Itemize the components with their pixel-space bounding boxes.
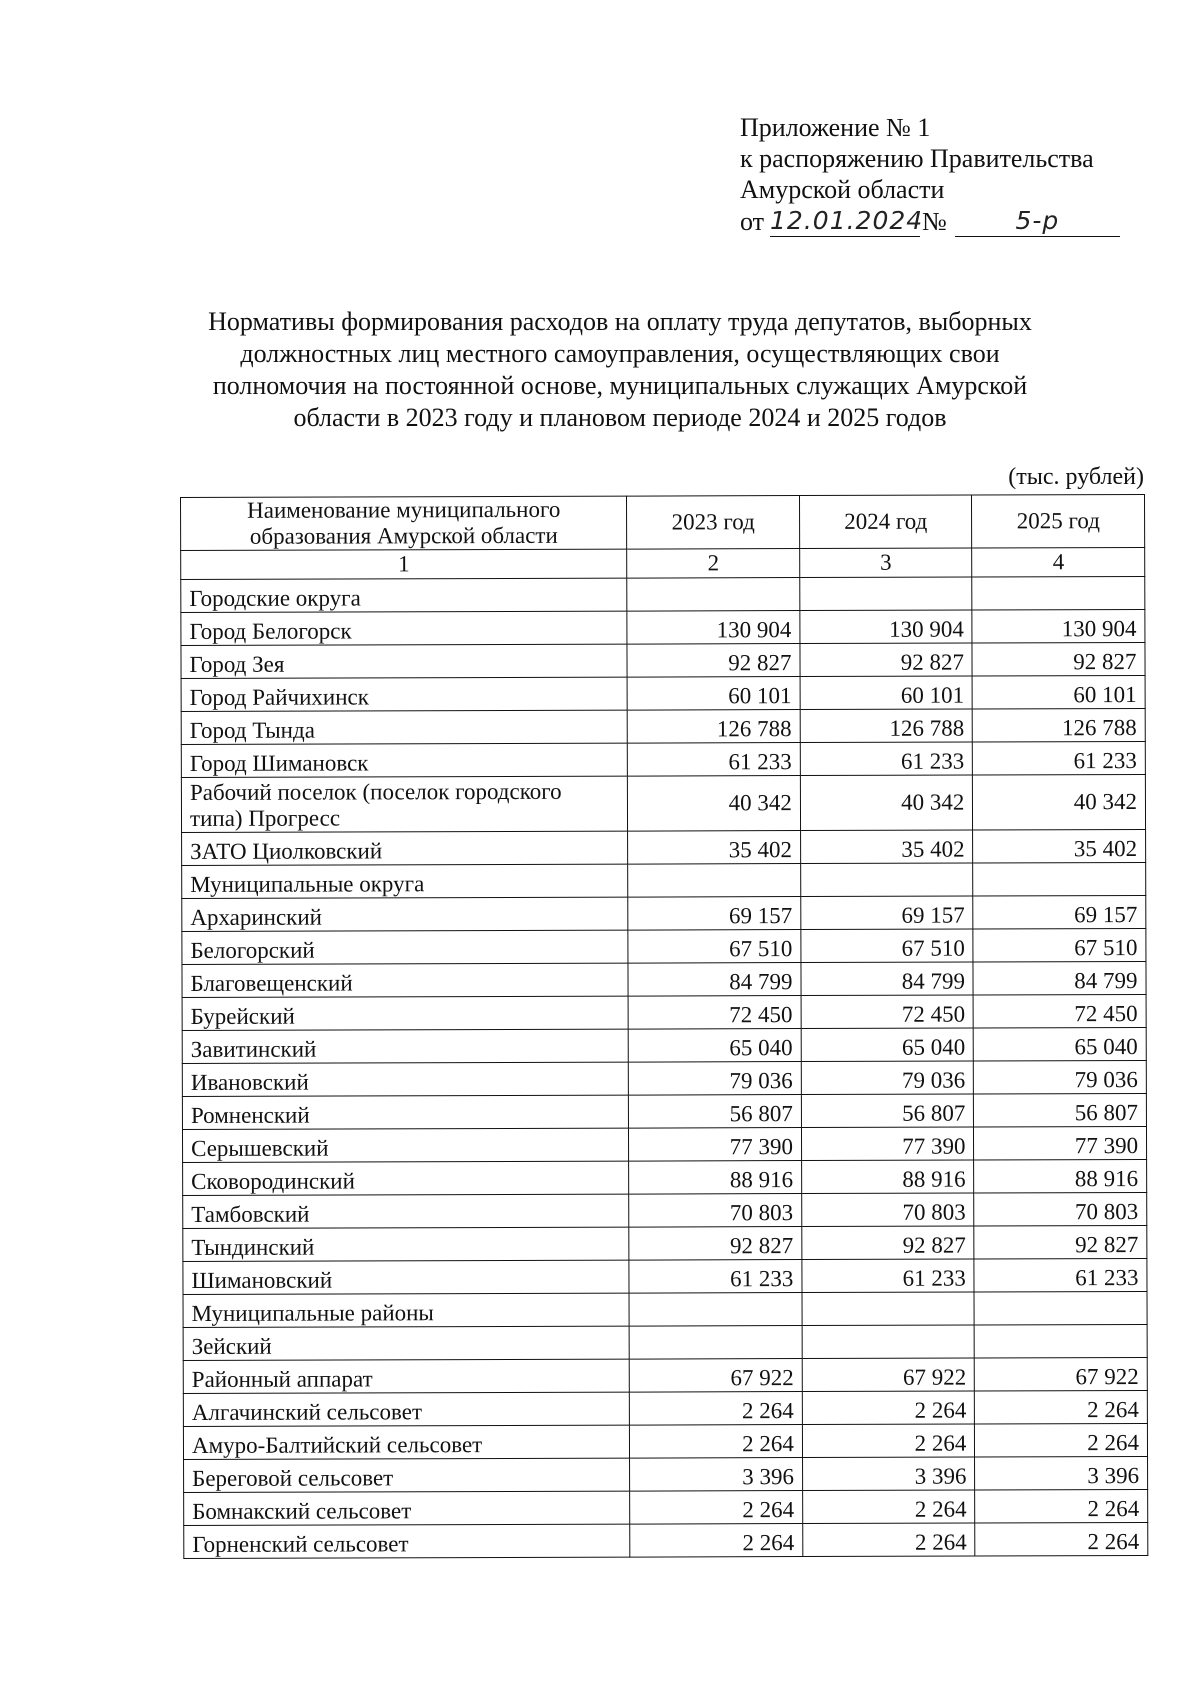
row-name-cell: Шимановский [183,1260,629,1294]
value-2025-cell: 61 233 [974,1258,1147,1292]
table-body [181,576,1148,1558]
value-2024-cell: 3 396 [802,1457,975,1491]
table-row [184,1489,1148,1525]
value-2024-cell: 2 264 [803,1490,976,1524]
header-2025: 2025 год [972,494,1145,548]
row-name-cell: Муниципальные районы [183,1293,629,1327]
table-row [183,1423,1147,1459]
row-name-cell: Ромненский [182,1095,628,1129]
value-2023-cell: 84 799 [628,963,801,997]
value-2023-cell: 60 101 [627,677,800,711]
title-line-1: Нормативы формирования расходов на оплату труда депутатов, выборных [208,307,1032,336]
appendix-block [740,112,1120,237]
value-2025-cell: 70 803 [974,1192,1147,1226]
value-2023-cell: 2 264 [630,1491,803,1525]
value-2025-cell [972,576,1145,610]
value-2025-cell: 2 264 [975,1522,1148,1556]
value-2023-cell: 61 233 [628,743,801,777]
table-row [182,895,1146,931]
value-2024-cell: 67 922 [802,1358,975,1392]
value-2023-cell: 92 827 [627,644,800,678]
value-2025-cell: 130 904 [972,609,1145,643]
value-2024-cell: 126 788 [800,709,973,743]
value-2025-cell: 92 827 [972,642,1145,676]
value-2025-cell [975,1324,1148,1358]
row-name-cell: Город Тында [181,710,627,744]
value-2024-cell: 70 803 [802,1193,975,1227]
value-2023-cell: 72 450 [628,996,801,1030]
value-2023-cell: 69 157 [628,897,801,931]
date-prefix: от [740,207,765,236]
value-2025-cell [973,862,1146,896]
table-row [182,1027,1146,1063]
value-2024-cell: 84 799 [801,962,974,996]
table-row [181,642,1145,678]
value-2023-cell [629,1326,802,1360]
table-header-row [181,494,1145,550]
row-name-cell: Береговой сельсовет [184,1458,630,1492]
table-row [183,1258,1147,1294]
header-2023: 2023 год [627,496,800,550]
appendix-line-3: Амурской области [740,175,945,204]
table-row [181,576,1145,612]
value-2024-cell: 79 036 [801,1061,974,1095]
units-label: (тыс. рублей) [1008,464,1144,490]
row-name-cell: Город Райчихинск [181,677,627,711]
value-2025-cell: 35 402 [973,829,1146,863]
value-2024-cell: 65 040 [801,1028,974,1062]
document-title [180,306,1060,434]
value-2024-cell: 61 233 [800,742,973,776]
value-2025-cell: 56 807 [974,1093,1147,1127]
value-2023-cell: 61 233 [629,1260,802,1294]
value-2025-cell: 84 799 [973,961,1146,995]
value-2024-cell: 77 390 [801,1127,974,1161]
appendix-line-1: Приложение № 1 [740,113,931,142]
value-2025-cell: 60 101 [973,675,1146,709]
value-2025-cell: 77 390 [974,1126,1147,1160]
value-2025-cell: 2 264 [975,1489,1148,1523]
row-name-cell: Благовещенский [182,963,628,997]
value-2024-cell [802,1325,975,1359]
value-2025-cell: 40 342 [973,774,1146,830]
table-row [183,1357,1147,1393]
value-2024-cell: 92 827 [802,1226,975,1260]
table-row [183,1225,1147,1261]
value-2023-cell: 2 264 [630,1392,803,1426]
table-row [183,1192,1147,1228]
table-row [183,1291,1147,1327]
value-2025-cell: 2 264 [975,1390,1148,1424]
table-row [182,1126,1146,1162]
value-2024-cell: 35 402 [800,830,973,864]
value-2024-cell: 60 101 [800,676,973,710]
column-number: 4 [972,547,1145,577]
value-2025-cell: 67 510 [973,928,1146,962]
value-2025-cell: 65 040 [974,1027,1147,1061]
value-2024-cell: 56 807 [801,1094,974,1128]
row-name-cell: Районный аппарат [183,1359,629,1393]
row-name-cell: Город Шимановск [181,743,627,777]
table-row [183,1390,1147,1426]
appendix-date-number-line [740,205,1120,237]
value-2024-cell: 69 157 [801,896,974,930]
value-2025-cell: 61 233 [973,741,1146,775]
value-2023-cell: 67 922 [630,1359,803,1393]
value-2024-cell: 2 264 [803,1523,976,1557]
header-name [181,496,628,550]
value-2023-cell: 35 402 [628,831,801,865]
value-2025-cell: 72 450 [974,994,1147,1028]
value-2024-cell: 40 342 [800,775,973,831]
value-2025-cell: 2 264 [975,1423,1148,1457]
value-2024-cell: 61 233 [802,1259,975,1293]
header-name-line-1: Наименование муниципального [247,496,561,523]
value-2023-cell: 56 807 [629,1095,802,1129]
row-name-cell: Городские округа [181,578,627,612]
value-2024-cell [801,863,974,897]
table-row [182,862,1146,898]
value-2024-cell [802,1292,975,1326]
value-2023-cell: 79 036 [629,1062,802,1096]
table-row [181,708,1145,744]
row-name-cell: Тындинский [183,1227,629,1261]
column-number: 1 [181,549,627,579]
table-row [181,774,1145,832]
table-row [182,829,1146,865]
value-2024-cell: 130 904 [800,610,973,644]
row-name-cell: Рабочий поселок (поселок городского типа) Прогресс [181,776,628,832]
value-2024-cell: 2 264 [802,1424,975,1458]
value-2023-cell: 2 264 [630,1425,803,1459]
title-line-3: полномочия на постоянной основе, муниципальных служащих Амурской [212,371,1028,400]
title-line-4: области в 2023 году и плановом периоде 2024 и 2025 годов [293,403,947,432]
table-row [182,994,1146,1030]
row-name-cell: Тамбовский [183,1194,629,1228]
value-2025-cell: 3 396 [975,1456,1148,1490]
value-2025-cell: 79 036 [974,1060,1147,1094]
table-row [181,741,1145,777]
value-2023-cell: 67 510 [628,930,801,964]
table-row [182,1060,1146,1096]
value-2025-cell: 126 788 [973,708,1146,742]
handwritten-date: 12.01.2024 [770,206,924,235]
row-name-cell: Город Белогорск [181,611,627,645]
row-name-cell: Бомнакский сельсовет [184,1491,630,1525]
table-row [181,609,1145,645]
value-2023-cell [627,578,800,612]
row-name-cell: Белогорский [182,930,628,964]
row-name-cell: Бурейский [182,996,628,1030]
row-name-cell: Зейский [183,1326,629,1360]
row-name-cell: Амуро-Балтийский сельсовет [183,1425,629,1459]
appendix-line-2: к распоряжению Правительства [740,144,1094,173]
value-2024-cell: 2 264 [802,1391,975,1425]
row-name-cell: Город Зея [181,644,627,678]
value-2023-cell [628,864,801,898]
title-line-2: должностных лиц местного самоуправления, осуществляющих свои [240,339,1000,368]
table-row [184,1456,1148,1492]
table-row [182,928,1146,964]
value-2023-cell: 77 390 [629,1128,802,1162]
table-row [183,1159,1147,1195]
value-2023-cell: 2 264 [630,1524,803,1558]
value-2024-cell: 67 510 [801,929,974,963]
value-2025-cell: 67 922 [975,1357,1148,1391]
column-number-row [181,547,1145,579]
table-row [181,675,1145,711]
header-name-line-2: образования Амурской области [249,522,558,549]
value-2024-cell: 88 916 [801,1160,974,1194]
table-row [182,1093,1146,1129]
header-2024: 2024 год [799,495,972,549]
value-2023-cell: 70 803 [629,1194,802,1228]
row-name-cell: Муниципальные округа [182,864,628,898]
value-2023-cell: 3 396 [630,1458,803,1492]
row-name-cell: Ивановский [182,1062,628,1096]
value-2024-cell: 72 450 [801,995,974,1029]
value-2023-cell: 92 827 [629,1227,802,1261]
row-name-cell: Алгачинский сельсовет [183,1392,629,1426]
table-row [184,1522,1148,1558]
value-2023-cell: 40 342 [628,776,801,832]
value-2023-cell: 88 916 [629,1161,802,1195]
column-number: 3 [800,548,973,578]
value-2024-cell: 92 827 [800,643,973,677]
handwritten-number: 5-р [955,205,1120,237]
table-row [182,961,1146,997]
table-row [183,1324,1147,1360]
row-name-cell: ЗАТО Циолковский [182,831,628,865]
value-2025-cell [974,1291,1147,1325]
norms-table [180,494,1148,1559]
value-2023-cell: 130 904 [627,611,800,645]
row-name-cell: Завитинский [182,1029,628,1063]
value-2025-cell: 88 916 [974,1159,1147,1193]
row-name-cell: Архаринский [182,897,628,931]
value-2023-cell: 65 040 [629,1029,802,1063]
row-name-cell: Сковородинский [183,1161,629,1195]
row-name-cell: Серышевский [182,1128,628,1162]
value-2024-cell [800,577,973,611]
value-2025-cell: 69 157 [973,895,1146,929]
value-2023-cell: 126 788 [628,710,801,744]
value-2025-cell: 92 827 [974,1225,1147,1259]
column-number: 2 [627,549,800,579]
row-name-cell: Горненский сельсовет [184,1524,630,1558]
number-sign: № [922,207,947,236]
value-2023-cell [629,1293,802,1327]
